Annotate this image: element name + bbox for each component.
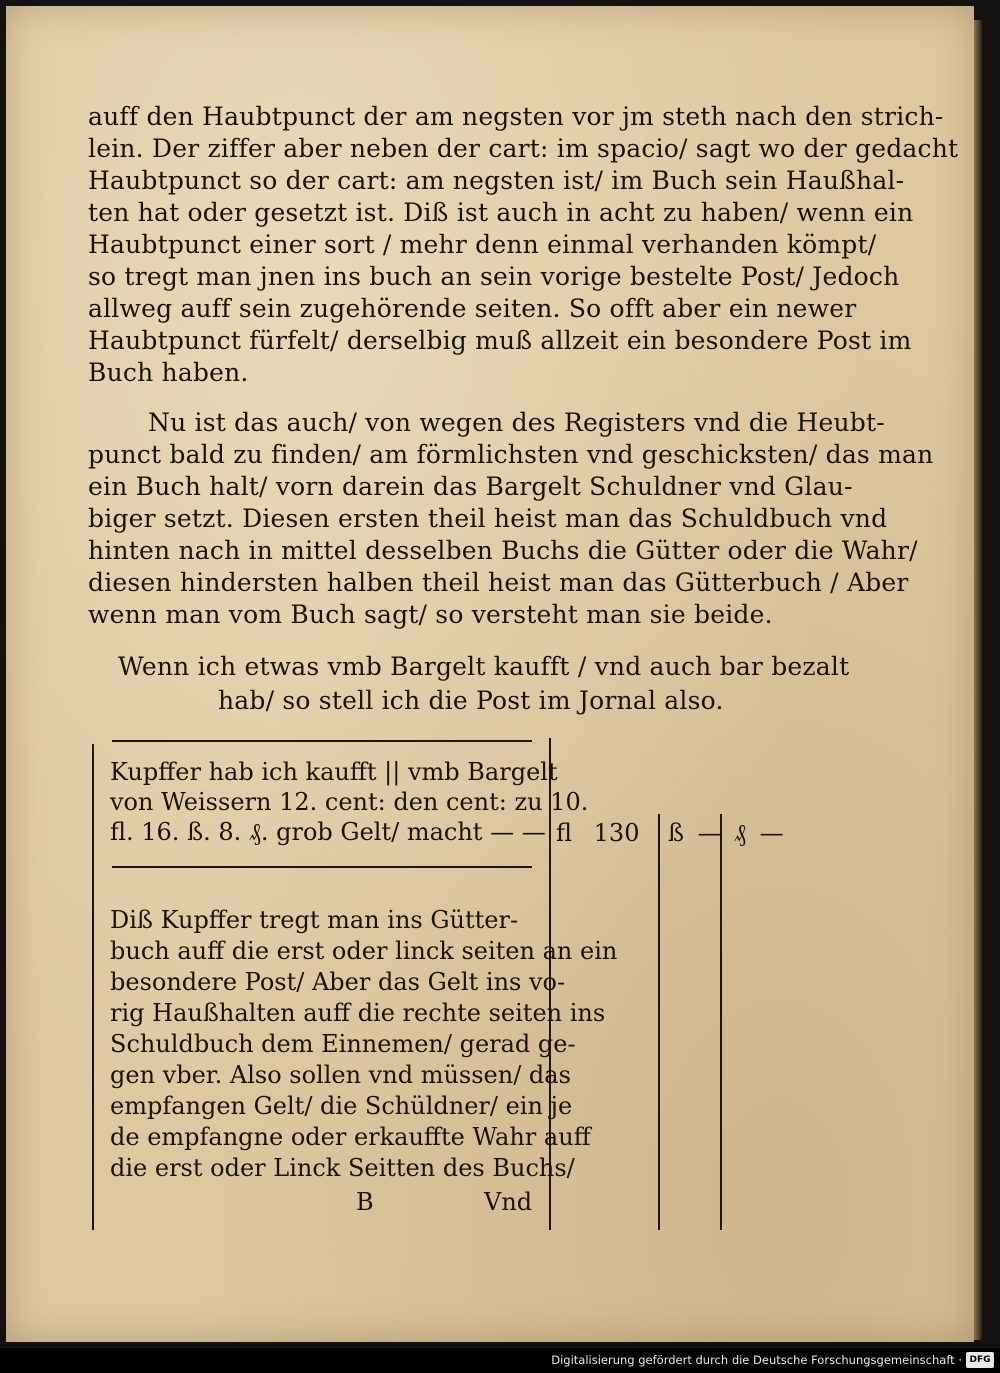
note-line: Schuldbuch dem Einnemen/ gerad ge- (110, 1030, 576, 1058)
catchword: Vnd (484, 1188, 533, 1216)
amount-schilling (668, 819, 722, 847)
gulden-value: 130 (593, 819, 640, 847)
entry-line: Kupffer hab ich kaufft || vmb Bargelt (110, 758, 558, 786)
gulden-symbol: fl (556, 819, 573, 847)
pfennig-symbol: ₰ (734, 819, 746, 847)
text-line: Haubtpunct einer sort / mehr denn einmal verhanden kömpt/ (88, 230, 877, 259)
heading-line: hab/ so stell ich die Post im Jornal also. (218, 686, 724, 715)
text-line: allweg auff sein zugehörende seiten. So offt aber ein newer (88, 294, 857, 323)
text-line: Nu ist das auch/ von wegen des Registers vnd die Heubt- (148, 408, 885, 437)
note-line: gen vber. Also sollen vnd müssen/ das (110, 1061, 571, 1089)
schilling-value: — (697, 819, 722, 847)
text-line: Haubtpunct fürfelt/ derselbig muß allzeit ein besondere Post im (88, 326, 912, 355)
text-line: Buch haben. (88, 358, 249, 387)
text-line: wenn man vom Buch sagt/ so versteht man sie beide. (88, 600, 773, 629)
note-line: die erst oder Linck Seitten des Buchs/ (110, 1154, 575, 1182)
text-line: punct bald zu finden/ am förmlichsten vnd geschicksten/ das man (88, 440, 934, 469)
text-line: diesen hindersten halben theil heist man das Gütterbuch / Aber (88, 568, 909, 597)
book-page (6, 6, 974, 1342)
note-line: empfangen Gelt/ die Schüldner/ ein je (110, 1092, 573, 1120)
pfennig-value: — (759, 819, 784, 847)
schilling-symbol: ß (668, 819, 685, 847)
dfg-logo-icon: DFG (966, 1352, 994, 1368)
text-line: auff den Haubtpunct der am negsten vor jm steth nach den strich- (88, 102, 944, 131)
note-line: besondere Post/ Aber das Gelt ins vo- (110, 968, 566, 996)
ledger-top-rule (112, 740, 532, 742)
text-line: so tregt man jnen ins buch an sein vorige bestelte Post/ Jedoch (88, 262, 900, 291)
ledger-left-rule (92, 744, 94, 1230)
note-line: Diß Kupffer tregt man ins Gütter- (110, 906, 519, 934)
note-line: de empfangne oder erkauffte Wahr auff (110, 1123, 591, 1151)
entry-line: von Weissern 12. cent: den cent: zu 10. (110, 788, 589, 816)
ledger-entry-rule (112, 866, 532, 868)
text-line: hinten nach in mittel desselben Buchs die Gütter oder die Wahr/ (88, 536, 918, 565)
signature-mark: B (356, 1188, 374, 1216)
footer-credit: Digitalisierung gefördert durch die Deutsche Forschungsgemeinschaft · (551, 1353, 962, 1367)
text-line: ten hat oder gesetzt ist. Diß ist auch in acht zu haben/ wenn ein (88, 198, 914, 227)
text-line: Haubtpunct so der cart: am negsten ist/ im Buch sein Haußhal- (88, 166, 905, 195)
footer-bar (0, 1348, 1000, 1373)
ledger-pfennig-rule (720, 814, 722, 1230)
ledger-shilling-rule (658, 814, 660, 1230)
heading-line: Wenn ich etwas vmb Bargelt kaufft / vnd auch bar bezalt (118, 652, 850, 681)
page-edge (974, 20, 982, 1340)
note-line: buch auff die erst oder linck seiten an ein (110, 937, 618, 965)
amount-pfennig (734, 819, 784, 848)
text-line: biger setzt. Diesen ersten theil heist man das Schuldbuch vnd (88, 504, 888, 533)
amount-gulden (556, 819, 639, 847)
text-line: lein. Der ziffer aber neben der cart: im spacio/ sagt wo der gedacht (88, 134, 959, 163)
text-line: ein Buch halt/ vorn darein das Bargelt Schuldner vnd Glau- (88, 472, 853, 501)
note-line: rig Haußhalten auff die rechte seiten ins (110, 999, 606, 1027)
entry-line: fl. 16. ß. 8. ₰. grob Gelt/ macht — — (110, 818, 546, 846)
